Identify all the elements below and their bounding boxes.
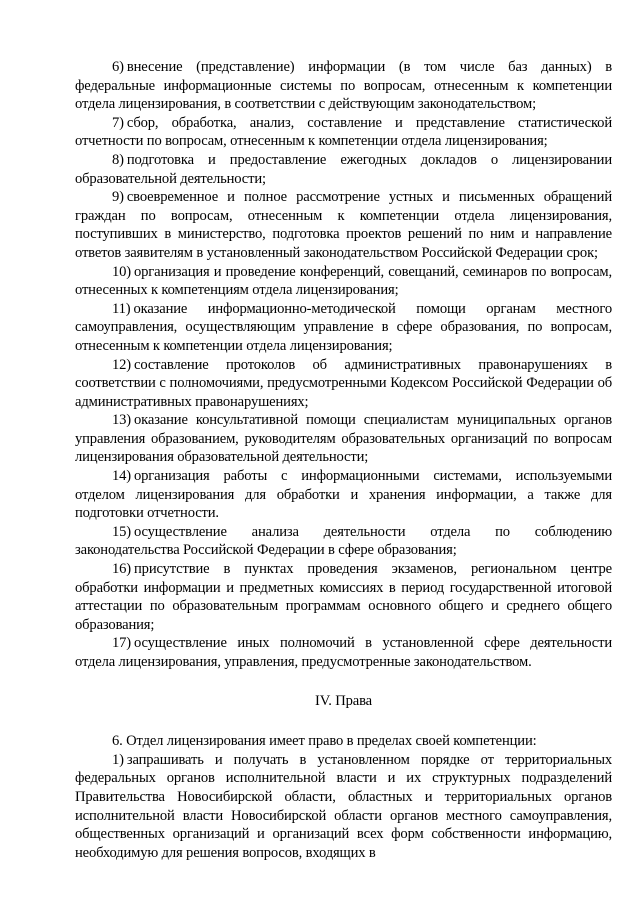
item-number: 13) bbox=[112, 412, 132, 429]
item-text: оказание информационно-методической помощи органам местного самоуправления, осуществляющим управление в сфере образования, по вопросам, отнесенным к компетенции отдела лицензирования; bbox=[75, 300, 612, 354]
item-number: 6) bbox=[112, 59, 124, 75]
section-heading: IV. Права bbox=[315, 692, 372, 709]
list-item-11 bbox=[75, 300, 612, 356]
rights-intro-paragraph: 6. Отдел лицензирования имеет право в пределах своей компетенции: bbox=[112, 733, 537, 750]
item-number: 9) bbox=[112, 189, 124, 206]
item-number: 15) bbox=[112, 523, 132, 540]
item-text: осуществление иных полномочий в установленной сфере деятельности отдела лицензирования, управления, предусмотренные законодательством. bbox=[75, 635, 612, 670]
list-item-16 bbox=[75, 560, 612, 634]
item-number: 14) bbox=[112, 468, 132, 485]
list-item-17 bbox=[75, 634, 612, 671]
item-number: 10) bbox=[112, 263, 132, 280]
item-number: 16) bbox=[112, 561, 132, 578]
item-text: запрашивать и получать в установленном порядке от территориальных федеральных органов исполнительной власти и их структурных подразделений Правительства Новосибирской области, областных и территориальных органов исполнительной власти Новосибирской области органов местного самоуправления, общественных организаций и организаций всех форм собственности информацию, необходимую для решения вопросов, входящих в bbox=[75, 751, 612, 861]
item-text: организация и проведение конференций, совещаний, семинаров по вопросам, отнесенных к компетенциям отдела лицензирования; bbox=[75, 263, 612, 299]
list-item-10 bbox=[75, 263, 612, 300]
list-item-6 bbox=[75, 58, 612, 114]
item-text: составление протоколов об административных правонарушениях в соответствии с полномочиями, предусмотренными Кодексом Российской Федерации об административных правонарушениях; bbox=[75, 356, 612, 410]
item-text: присутствие в пунктах проведения экзаменов, региональном центре обработки информации и предметных комиссиях в период государственной итоговой аттестации по образовательным программам основного общего и среднего общего образования; bbox=[75, 561, 612, 633]
rights-list-item-1 bbox=[75, 751, 612, 863]
item-number: 7) bbox=[112, 114, 124, 131]
item-text: организация работы с информационными системами, используемыми отделом лицензирования для обработки и хранения информации, а также для подготовки отчетности. bbox=[75, 468, 612, 522]
item-number: 1) bbox=[112, 751, 124, 768]
document-page bbox=[75, 58, 612, 862]
list-item-9 bbox=[75, 188, 612, 262]
item-number: 12) bbox=[112, 356, 132, 373]
item-text: оказание консультативной помощи специалистам муниципальных органов управления образованием, руководителям образовательных организаций по вопросам лицензирования образовательной деятельности; bbox=[75, 412, 612, 466]
list-item-15 bbox=[75, 523, 612, 560]
item-text: подготовка и предоставление ежегодных докладов о лицензировании образовательной деятельности; bbox=[75, 151, 612, 187]
item-number: 11) bbox=[112, 300, 131, 317]
item-text: осуществление анализа деятельности отдела по соблюдению законодательства Российской Федерации в сфере образования; bbox=[75, 523, 612, 559]
item-text: внесение (представление) информации (в том числе баз данных) в федеральные информационные системы по вопросам, отнесенным к компетенции отдела лицензирования, в соответствии с действующим законодательством; bbox=[75, 59, 612, 113]
list-item-14 bbox=[75, 467, 612, 523]
item-text: своевременное и полное рассмотрение устных и письменных обращений граждан по вопросам, отнесенным к компетенции отдела лицензирования, поступивших в министерство, подготовка проектов решений по ним и направление ответов заявителям в установленный законодательством Российской Федерации срок; bbox=[75, 189, 612, 261]
item-number: 17) bbox=[112, 635, 132, 652]
item-number: 8) bbox=[112, 151, 124, 168]
list-item-7 bbox=[75, 114, 612, 151]
item-text: сбор, обработка, анализ, составление и представление статистической отчетности по вопросам, отнесенным к компетенции отдела лицензирования; bbox=[75, 114, 612, 150]
list-item-13 bbox=[75, 411, 612, 467]
list-item-8 bbox=[75, 151, 612, 188]
list-item-12 bbox=[75, 356, 612, 412]
